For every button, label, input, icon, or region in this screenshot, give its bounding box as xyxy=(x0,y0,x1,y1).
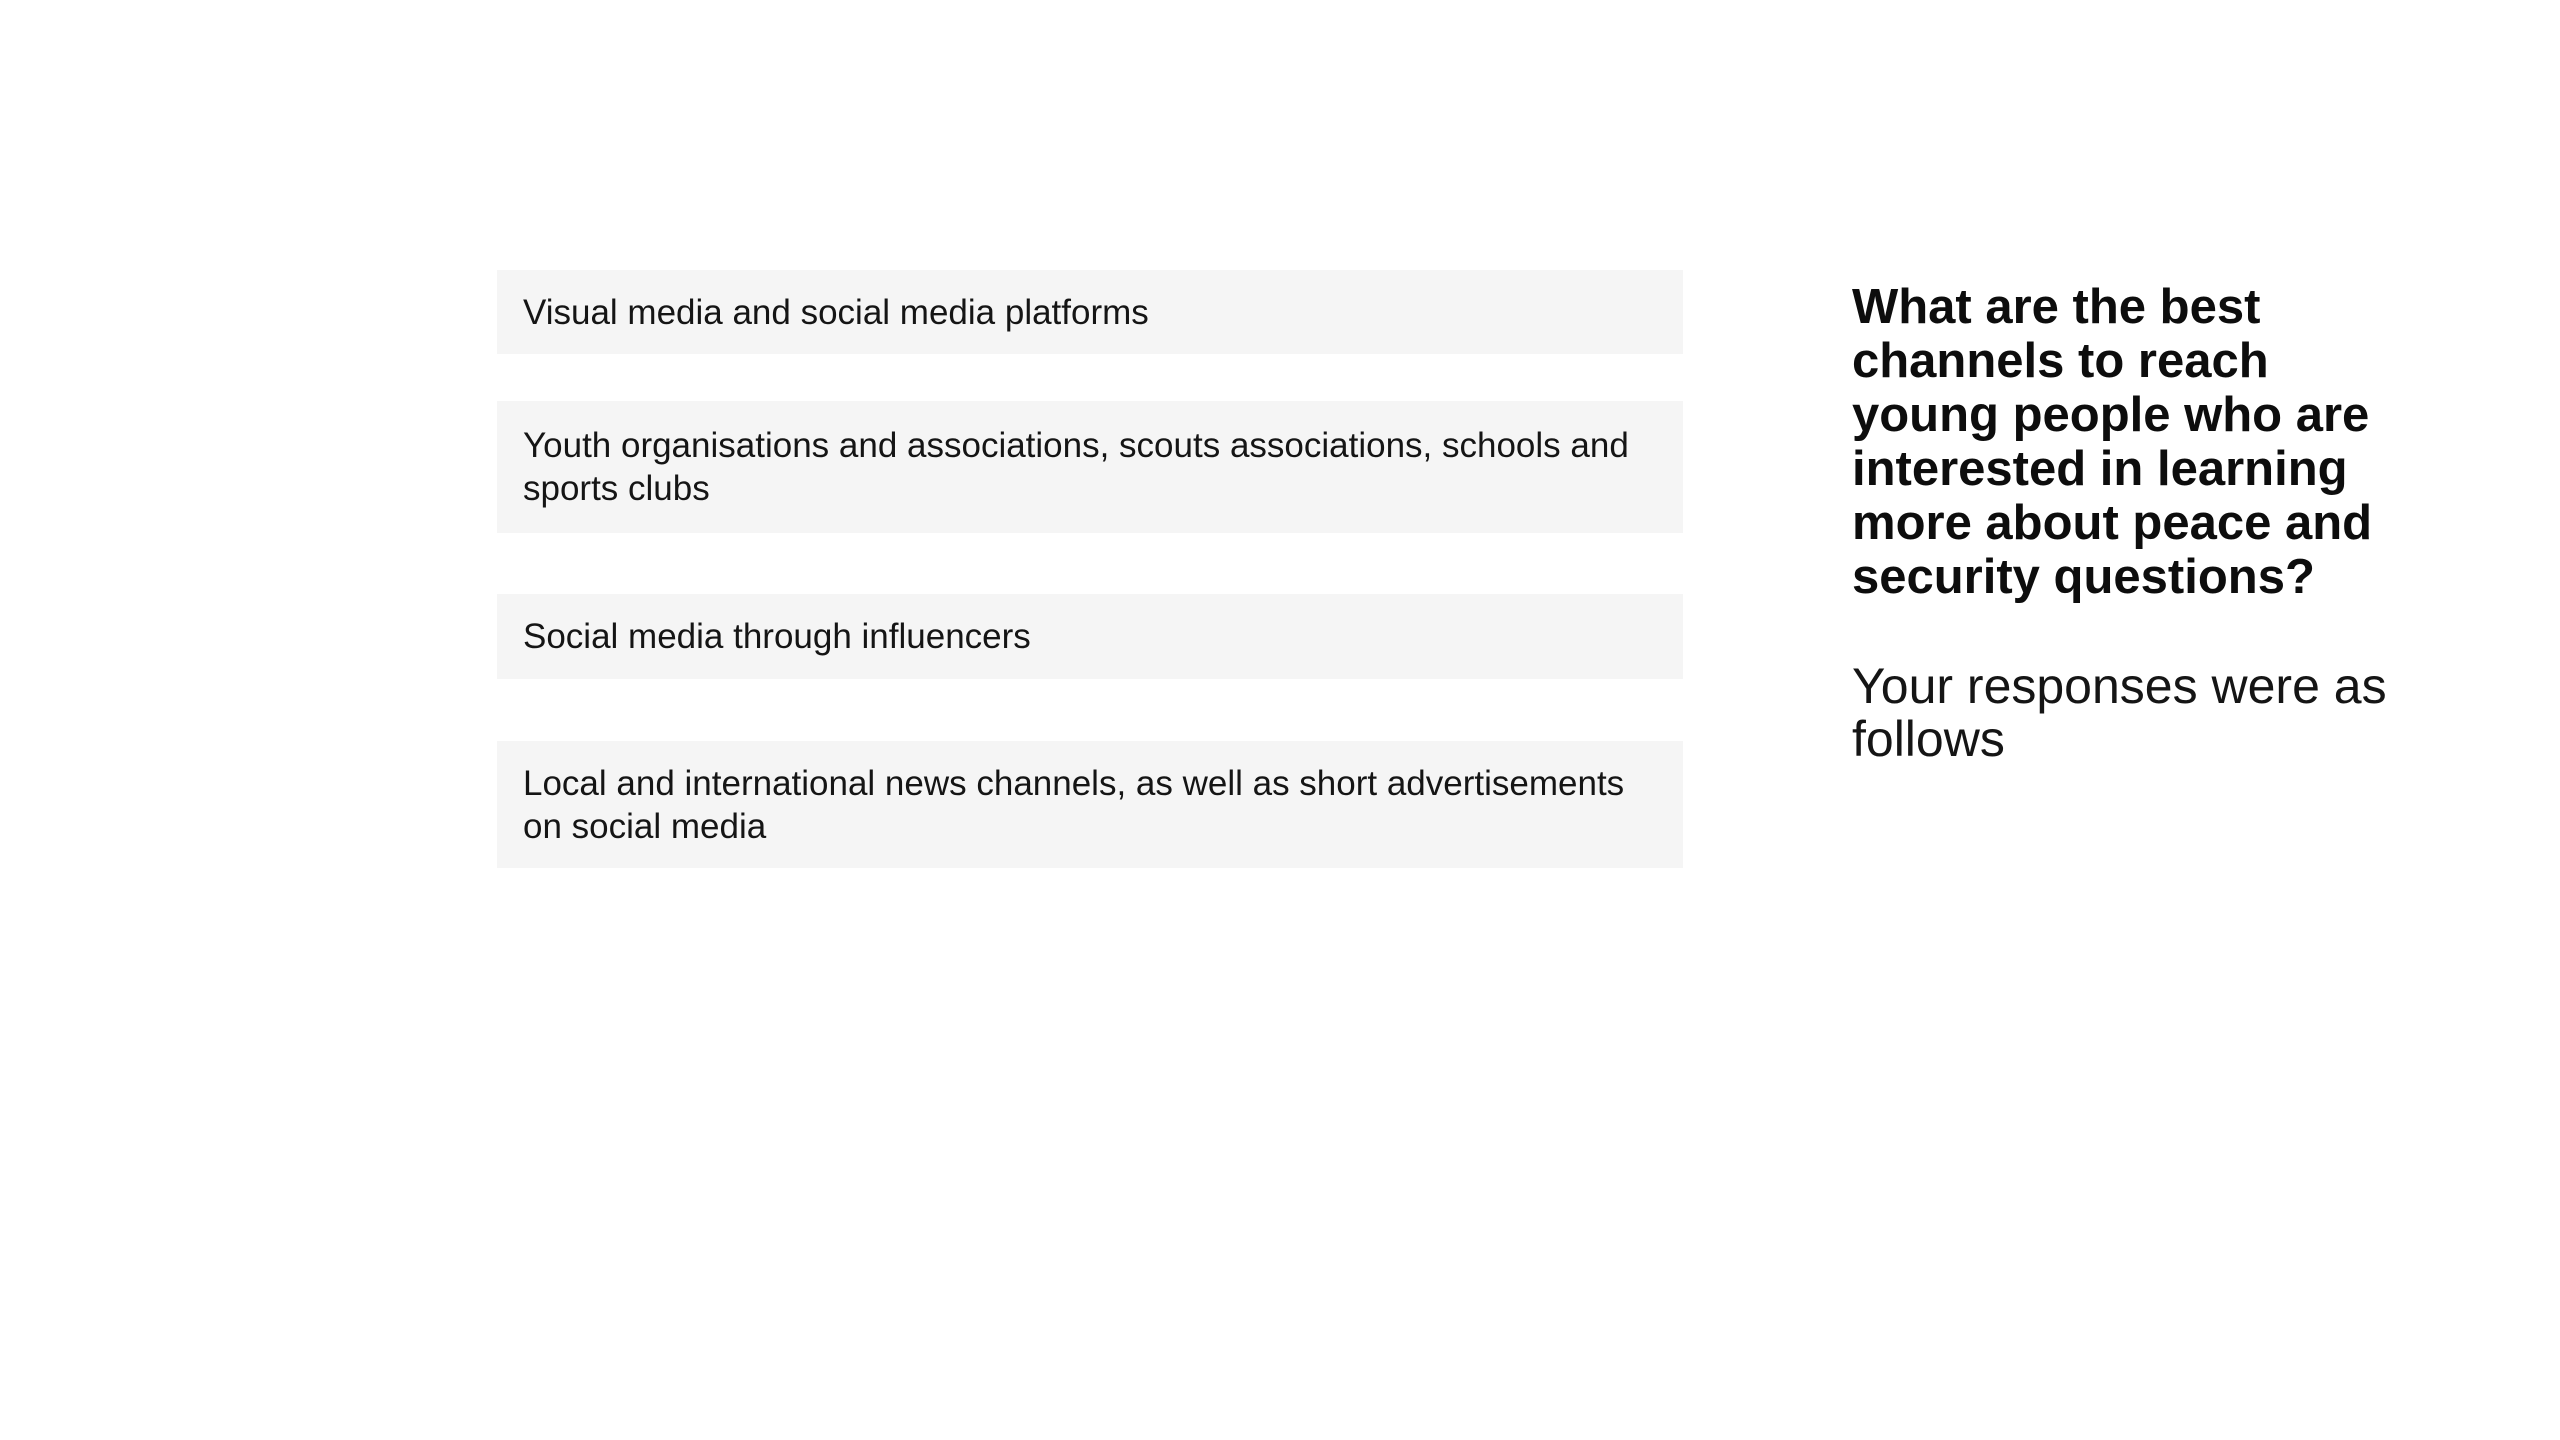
response-card xyxy=(497,594,1683,679)
response-text: Visual media and social media platforms xyxy=(523,292,1149,332)
response-card xyxy=(497,270,1683,354)
response-text: Local and international news channels, as well as short advertisements on social media xyxy=(523,763,1625,846)
responses-list xyxy=(497,270,1683,868)
response-text: Youth organisations and associations, scouts associations, schools and sports clubs xyxy=(523,426,1629,508)
response-card xyxy=(497,401,1683,533)
response-card xyxy=(497,741,1683,868)
question-subtitle: Your responses were as follows xyxy=(1852,658,2387,767)
response-text: Social media through influencers xyxy=(523,617,1031,656)
question-title: What are the best channels to reach young people who are interested in learning more about peace and security questions? xyxy=(1852,280,2373,604)
question-panel xyxy=(1852,280,2412,766)
